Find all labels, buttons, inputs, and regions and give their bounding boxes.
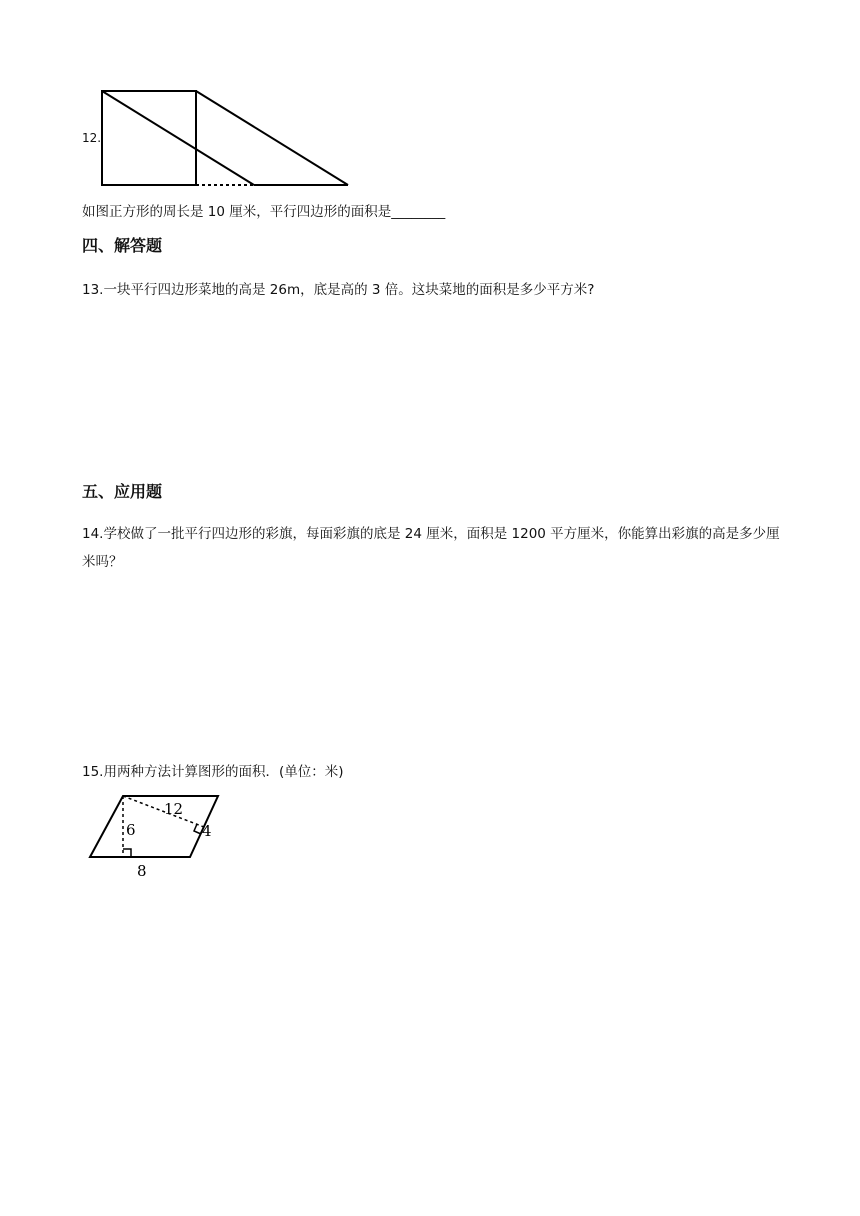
height-label: 6 — [126, 821, 136, 839]
question-15-figure — [84, 790, 224, 880]
parallelogram-right-side — [196, 91, 348, 185]
side-right-angle-mark — [194, 824, 201, 834]
question-14-text: 14.学校做了一批平行四边形的彩旗，每面彩旗的底是 24 厘米，面积是 1200 平方厘米，你能算出彩旗的高是多少厘米吗？ — [82, 526, 780, 570]
base-label: 8 — [137, 862, 147, 880]
base-right-angle-mark — [123, 849, 131, 857]
parallelogram-left-side — [102, 91, 254, 185]
question-13-text: 13.一块平行四边形菜地的高是 26m，底是高的 3 倍。这块菜地的面积是多少平方米? — [82, 282, 595, 298]
question-15-text: 15.用两种方法计算图形的面积．(单位：米) — [82, 764, 344, 780]
question-12-number: 12. — [82, 131, 102, 145]
section-5-title: 五、应用题 — [82, 482, 163, 501]
parallelogram-shape — [90, 796, 218, 857]
side-label: 12 — [164, 800, 184, 818]
side-height-label: 4 — [202, 822, 212, 840]
square-shape — [102, 91, 196, 185]
section-4-title: 四、解答题 — [82, 236, 163, 255]
question-12-figure — [96, 86, 356, 190]
question-12-text: 如图正方形的周长是 10 厘米，平行四边形的面积是________ — [82, 204, 446, 220]
